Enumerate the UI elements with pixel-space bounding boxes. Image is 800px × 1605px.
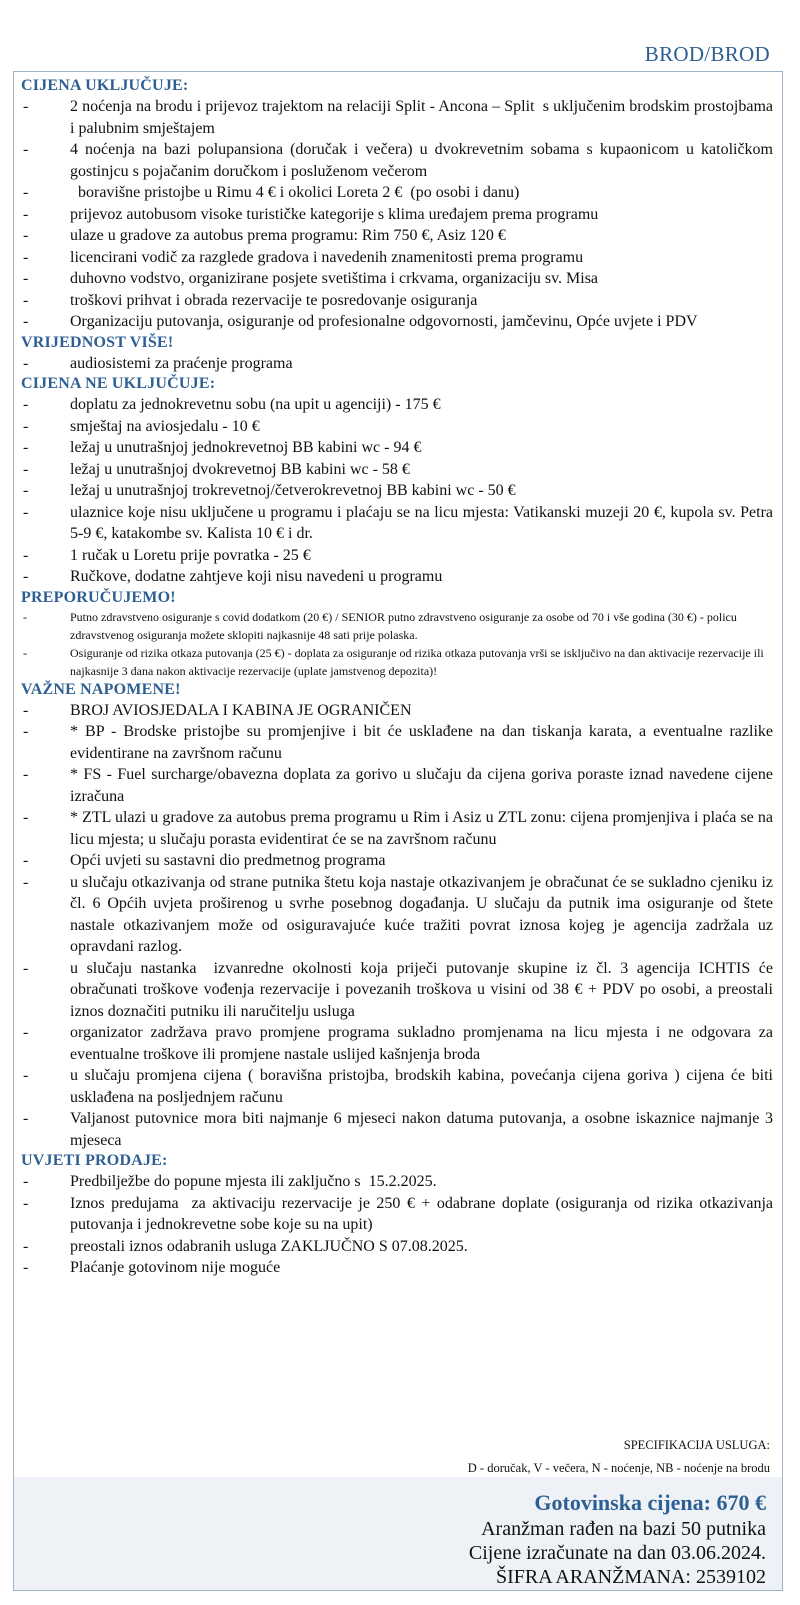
- section-header-recommend: PREPORUČUJEMO!: [21, 588, 176, 606]
- list-item-text: Putno zdravstveno osiguranje s covid dodatkom (20 €) / SENIOR putno zdravstveno osiguranje za osobe od 70 i vše godina (30 €) - policu zdravstvenog osiguranja možete sklopiti najkasnije 48 sati prije polaska.: [70, 609, 740, 642]
- bullet-dash: -: [23, 609, 27, 624]
- bullet-dash: -: [23, 248, 29, 266]
- list-item-text: licencirani vodič za razglede gradova i navedenih znamenitosti prema programu: [70, 248, 584, 266]
- bullet-dash: -: [23, 723, 29, 740]
- list-item-text: Predbilježbe do popune mjesta ili zaključno s 15.2.2025.: [70, 1173, 437, 1190]
- bullet-dash: -: [23, 460, 29, 478]
- bullet-dash: -: [23, 852, 29, 869]
- list-item-text: u slučaju otkazivanja od strane putnika štetu koja nastaje otkazivanjem je obračunat će se sukladno cjeniku iz čl. 6 Općih uvjeta proširenog u svrhe posebnog događanja. U slučaju da putnik ima osiguranje od štete nastale otkazivanjem može od osiguravajuće kuće tražiti povrat iznosa kojeg je agencija zadržala uz opravdani razlog.: [70, 873, 781, 955]
- list-item-text: Iznos predujama za aktivaciju rezervacije je 250 € + odabrane doplate (osiguranja od rizika otkazivanja putovanja i jednokrevetne sobe koje su na upit): [70, 1194, 777, 1233]
- bullet-dash: -: [23, 809, 29, 826]
- list-item-text: 2 noćenja na brodu i prijevoz trajektom na relaciji Split - Ancona – Split s uključenim brodskim prostojbama i palubnim smještajem: [70, 98, 777, 137]
- notes-section: [21, 680, 781, 1152]
- bullet-dash: -: [23, 1067, 29, 1084]
- bullet-dash: -: [23, 959, 29, 977]
- list-item-text: ležaj u unutrašnjoj dvokrevetnoj BB kabini wc - 58 €: [70, 460, 410, 478]
- list-item-text: u slučaju nastanka izvanredne okolnosti koja priječi putovanje skupine iz čl. 3 agencija ICHTIS će obračunati troškove vođenja rezervacije i povezanih troškova u visini od 38 € + PDV po osobi, a preostali iznos doznačiti putniku ili naručitelju usluga: [70, 959, 777, 1020]
- spec-title: SPECIFIKACIJA USLUGA:: [623, 1438, 770, 1452]
- price-calc-date: Cijene izračunate na dan 03.06.2024.: [468, 1542, 766, 1564]
- cash-price: Gotovinska cijena: 670 €: [534, 1490, 766, 1515]
- list-item-text: Organizaciju putovanja, osiguranje od profesionalne odgovornosti, jamčevinu, Opće uvjete i PDV: [70, 313, 698, 330]
- bullet-dash: -: [23, 1110, 29, 1127]
- list-item: [21, 850, 773, 872]
- bullet-dash: -: [23, 1173, 29, 1190]
- list-item: [21, 480, 773, 502]
- section-header-notes: VAŽNE NAPOMENE!: [21, 680, 181, 698]
- list-item: [21, 1065, 777, 1108]
- list-item-text: prijevoz autobusom visoke turističke kategorije s klima uređajem prema programu: [70, 205, 599, 223]
- list-item-text: smještaj na aviosjedalu - 10 €: [70, 417, 260, 435]
- bullet-dash: -: [23, 503, 29, 521]
- bullet-dash: -: [23, 291, 29, 309]
- list-item: [21, 608, 773, 644]
- list-item: [21, 1108, 777, 1151]
- list-item: [21, 545, 773, 567]
- section-header-conditions: UVJETI PRODAJE:: [21, 1152, 168, 1169]
- bullet-dash: -: [23, 766, 29, 783]
- list-item-text: * ZTL ulazi u gradove za autobus prema programu u Rim i Asiz u ZTL zonu: cijena promjenjiva i plaća se na licu mjesta; u slučaju porasta evidentirat će se na završnom računu: [70, 809, 777, 848]
- bullet-dash: -: [23, 227, 29, 244]
- list-item-text: doplatu za jednokrevetnu sobu (na upit u agenciji) - 175 €: [70, 396, 441, 413]
- bullet-dash: -: [23, 1194, 29, 1212]
- list-item: [21, 290, 773, 312]
- list-item-text: preostali iznos odabranih usluga ZAKLJUČNO S 07.08.2025.: [70, 1237, 468, 1255]
- list-item: [21, 1257, 773, 1279]
- not-included-section: [21, 374, 777, 588]
- list-item: [21, 1236, 773, 1258]
- recommend-section: [21, 588, 773, 680]
- list-item-text: organizator zadržava pravo promjene programa sukladno promjenama na licu mjesta i ne odgovara za eventualne troškove ili promjene nastale uslijed kašnjenja broda: [70, 1024, 777, 1063]
- list-item-text: ležaj u unutrašnjoj jednokrevetnoj BB kabini wc - 94 €: [70, 439, 422, 456]
- list-item-text: troškovi prihvat i obrada rezervacije te posredovanje osiguranja: [70, 291, 478, 309]
- price-footer: [14, 1477, 782, 1590]
- list-item: [21, 139, 777, 182]
- bullet-dash: -: [23, 417, 29, 435]
- bullet-dash: -: [23, 141, 29, 158]
- bullet-dash: -: [23, 1237, 29, 1255]
- bullet-dash: -: [23, 482, 29, 499]
- list-item: [21, 353, 773, 375]
- list-item: [21, 958, 777, 1023]
- list-item: [21, 182, 773, 204]
- offer-content: [21, 76, 781, 1279]
- list-item-text: 4 noćenja na bazi polupansiona (doručak i večera) u dvokrevetnim sobama s kupaonicom u katoličkom gostinjcu s pojačanim doručkom i posluženom večerom: [70, 141, 777, 180]
- list-item: [21, 1171, 773, 1193]
- bullet-dash: -: [23, 184, 29, 201]
- list-item: [21, 566, 773, 588]
- bullet-dash: -: [23, 313, 29, 330]
- list-item: [21, 268, 773, 290]
- list-item-text: Opći uvjeti su sastavni dio predmetnog programa: [70, 852, 386, 869]
- list-item-text: audiosistemi za praćenje programa: [70, 354, 293, 372]
- bullet-dash: -: [23, 546, 29, 564]
- spec-legend: D - doručak, V - večera, N - noćenje, NB - noćenje na brodu: [467, 1461, 770, 1475]
- list-item: [21, 416, 773, 438]
- list-item-text: * FS - Fuel surcharge/obavezna doplata za gorivo u slučaju da cijena goriva poraste iznad navedene cijene izračuna: [70, 766, 777, 805]
- list-item: [21, 644, 773, 680]
- list-item: [21, 204, 773, 226]
- bullet-dash: -: [23, 205, 29, 223]
- list-item-text: duhovno vodstvo, organizirane posjete svetištima i crkvama, organizaciju sv. Misa: [70, 270, 599, 287]
- bullet-dash: -: [23, 1024, 29, 1041]
- list-item-text: Osiguranje od rizika otkaza putovanja (25 €) - doplata za osiguranje od rizika otkaza putovanja vrši se isključivo na dan aktivacije rezervacije ili najkasnije 3 dana nakon aktivacije rezervacije (uplate jamstvenog depozita)!: [70, 645, 767, 678]
- bullet-dash: -: [23, 645, 27, 660]
- bullet-dash: -: [23, 354, 29, 372]
- list-item: [21, 225, 773, 247]
- included-section: [21, 76, 777, 333]
- list-item-text: ulaze u gradove za autobus prema programu: Rim 750 €, Asiz 120 €: [70, 227, 506, 244]
- list-item: [21, 394, 773, 416]
- section-header-included: CIJENA UKLJUČUJE:: [21, 77, 189, 94]
- bullet-dash: -: [23, 1259, 29, 1276]
- service-specification: [468, 1434, 770, 1480]
- arrangement-code: ŠIFRA ARANŽMANA: 2539102: [495, 1566, 766, 1588]
- list-item: [21, 700, 773, 722]
- bullet-dash: -: [23, 270, 29, 287]
- bullet-dash: -: [23, 439, 29, 456]
- list-item: [21, 247, 773, 269]
- list-item: [21, 502, 777, 545]
- section-header-not-included: CIJENA NE UKLJUČUJE:: [21, 375, 216, 392]
- list-item-text: Ručkove, dodatne zahtjeve koji nisu navedeni u programu: [70, 568, 443, 585]
- list-item: [21, 872, 781, 958]
- list-item: [21, 807, 777, 850]
- extra-value-section: [21, 333, 773, 375]
- list-item: [21, 1193, 777, 1236]
- bullet-dash: -: [23, 701, 29, 719]
- conditions-section: [21, 1151, 777, 1279]
- section-header-extra-value: VRIJEDNOST VIŠE!: [21, 333, 174, 351]
- list-item: [21, 1022, 777, 1065]
- list-item-text: u slučaju promjena cijena ( boravišna pristojba, brodskih kabina, povećanja cijena goriva ) cijena će biti usklađena na posljednjem računu: [70, 1067, 777, 1106]
- bullet-dash: -: [23, 396, 29, 413]
- list-item: [21, 96, 777, 139]
- list-item: [21, 721, 777, 764]
- list-item: [21, 764, 777, 807]
- list-item-text: ulaznice koje nisu uključene u programu i plaćaju se na licu mjesta: Vatikanski muzeji 20 €, kupola sv. Petra 5-9 €, katakombe sv. Kalista 10 € i dr.: [70, 503, 777, 542]
- list-item-text: boravišne pristojbe u Rimu 4 € i okolici Loreta 2 € (po osobi i danu): [70, 184, 520, 201]
- transport-type-title: BROD/BROD: [644, 42, 770, 66]
- list-item: [21, 437, 773, 459]
- bullet-dash: -: [23, 98, 29, 115]
- list-item-text: Plaćanje gotovinom nije moguće: [70, 1259, 281, 1276]
- list-item: [21, 311, 773, 333]
- list-item-text: 1 ručak u Loretu prije povratka - 25 €: [70, 546, 311, 564]
- bullet-dash: -: [23, 873, 29, 891]
- list-item-text: * BP - Brodske pristojbe su promjenjive i bit će usklađene na dan tiskanja karata, a eventualne razlike evidentirane na završnom računu: [70, 723, 777, 762]
- bullet-dash: -: [23, 568, 29, 585]
- list-item-text: Valjanost putovnice mora biti najmanje 6 mjeseci nakon datuma putovanja, a osobne iskaznice najmanje 3 mjeseca: [70, 1110, 777, 1149]
- list-item-text: BROJ AVIOSJEDALA I KABINA JE OGRANIČEN: [70, 701, 412, 719]
- passenger-basis: Aranžman rađen na bazi 50 putnika: [481, 1518, 766, 1540]
- list-item: [21, 459, 773, 481]
- list-item-text: ležaj u unutrašnjoj trokrevetnoj/četverokrevetnoj BB kabini wc - 50 €: [70, 482, 516, 499]
